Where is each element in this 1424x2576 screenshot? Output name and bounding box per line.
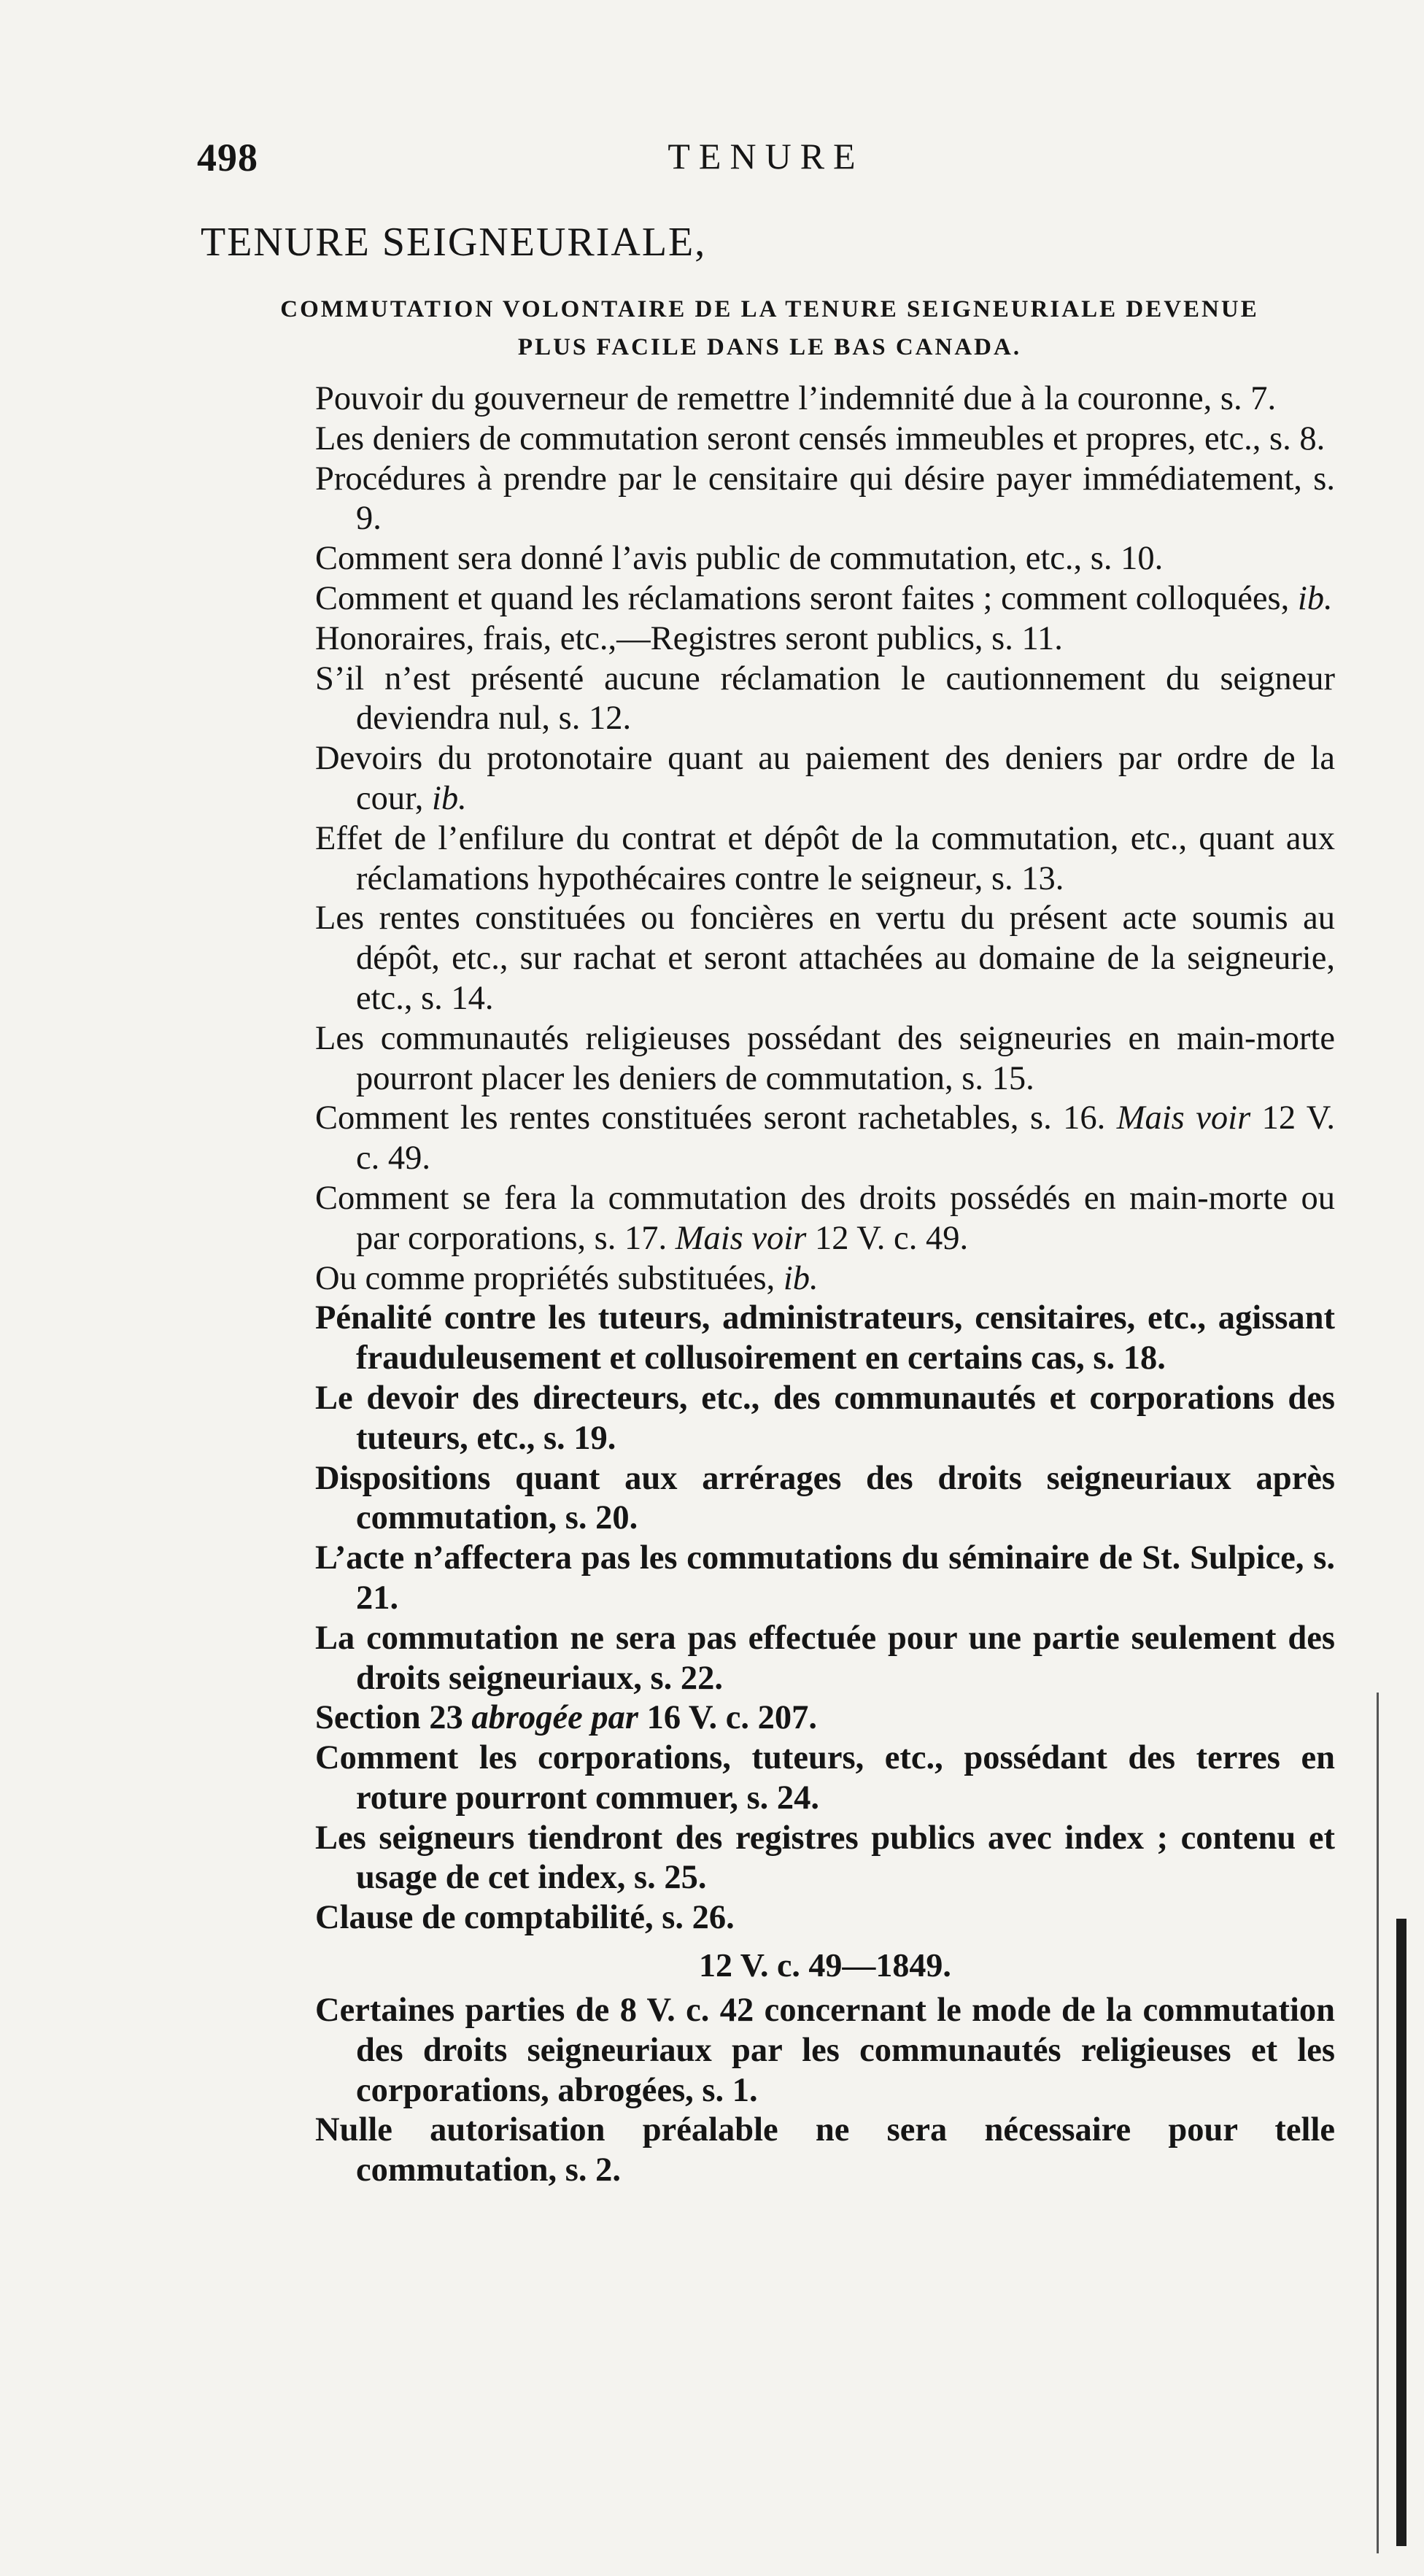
index-entry — [315, 1738, 1335, 1819]
entry-reference: 12 V. c. 49. — [356, 1099, 1336, 1177]
entry-list-main — [315, 379, 1335, 1938]
entry-text: Clause de comptabilité, s. 26. — [315, 1899, 735, 1937]
index-entry — [315, 419, 1335, 460]
entry-text: Pénalité contre les tuteurs, administrateurs, censitaires, etc., agissant frauduleusement et collusoirement en certains cas, s. 18. — [315, 1299, 1335, 1377]
index-entry — [315, 1259, 1335, 1299]
entry-text: Les rentes constituées ou foncières en vertu du présent acte soumis au dépôt, etc., sur rachat et seront attachées au domaine de la seigneurie, etc., s. 14. — [315, 900, 1335, 1017]
entry-text: Comment et quand les réclamations seront faites ; comment colloquées, — [315, 579, 1290, 617]
index-entry — [315, 660, 1335, 740]
index-entry — [315, 1459, 1335, 1539]
entry-italic-text: ib. — [783, 1259, 819, 1297]
margin-line — [1377, 1693, 1379, 2553]
entry-text: Comment se fera la commutation des droits possédés en main-morte ou par corporations, s. 17. — [315, 1179, 1335, 1257]
entry-reference: 16 V. c. 207. — [646, 1699, 818, 1737]
entry-text: Nulle autorisation préalable ne sera nécessaire pour telle commutation, s. 2. — [315, 2111, 1335, 2189]
subtitle-line-1: COMMUTATION VOLONTAIRE DE LA TENURE SEIGNEURIALE DEVENUE — [280, 296, 1259, 322]
index-entry — [315, 1019, 1335, 1099]
index-entry — [315, 899, 1335, 1018]
entry-italic-text: ib. — [1297, 579, 1333, 617]
index-entry — [315, 1099, 1335, 1179]
entry-text: Ou comme propriétés substituées, — [315, 1259, 775, 1297]
entry-text: Les communautés religieuses possédant des seigneuries en main-morte pourront placer les deniers de commutation, s. 15. — [315, 1019, 1335, 1097]
entry-reference: 12 V. c. 49. — [814, 1219, 969, 1257]
section-title: TENURE SEIGNEURIALE, — [201, 220, 707, 265]
entry-italic-text: Mais voir — [1116, 1099, 1251, 1137]
index-entry — [315, 1179, 1335, 1259]
entry-list-act — [315, 1991, 1335, 2191]
index-entry — [315, 539, 1335, 579]
entry-text: S’il n’est présenté aucune réclamation le cautionnement du seigneur deviendra nul, s. 12. — [315, 660, 1335, 738]
index-entry — [315, 379, 1335, 419]
act-heading: 12 V. c. 49—1849. — [699, 1946, 951, 1984]
index-entry — [315, 1698, 1335, 1738]
index-entry — [315, 1991, 1335, 2111]
entry-text: Comment les corporations, tuteurs, etc., possédant des terres en roture pourront commuer, s. 24. — [315, 1739, 1335, 1817]
index-entry — [315, 1379, 1335, 1459]
running-title: TENURE — [668, 136, 864, 177]
entry-text: Les deniers de commutation seront censés immeubles et propres, etc., s. 8. — [315, 419, 1326, 457]
entry-italic-text: ib. — [432, 779, 467, 817]
entry-text: Section 23 — [315, 1699, 463, 1737]
index-entry — [315, 739, 1335, 819]
entry-text: Comment sera donné l’avis public de commutation, etc., s. 10. — [315, 540, 1164, 578]
index-entry — [315, 1819, 1335, 1899]
index-entry — [315, 579, 1335, 619]
section-subtitle — [201, 290, 1339, 366]
entry-text: Certaines parties de 8 V. c. 42 concernant le mode de la commutation des droits seigneuriaux par les communautés religieuses et les corporations, abrogées, s. 1. — [315, 1992, 1335, 2109]
entry-text: Honoraires, frais, etc.,—Registres seront publics, s. 11. — [315, 619, 1063, 657]
entry-italic-text: abrogée par — [471, 1699, 639, 1737]
index-entry — [315, 1898, 1335, 1938]
entry-text: Les seigneurs tiendront des registres publics avec index ; contenu et usage de cet index, s. 25. — [315, 1819, 1335, 1897]
index-entries — [315, 379, 1335, 2191]
subtitle-line-2: PLUS FACILE DANS LE BAS CANADA. — [517, 334, 1022, 360]
entry-text: Devoirs du protonotaire quant au paiement des deniers par ordre de la cour, — [315, 740, 1335, 817]
entry-text: Comment les rentes constituées seront rachetables, s. 16. — [315, 1099, 1106, 1137]
page-number: 498 — [197, 136, 258, 179]
entry-text: Effet de l’enfilure du contrat et dépôt de la commutation, etc., quant aux réclamations hypothécaires contre le seigneur, s. 13. — [315, 819, 1335, 897]
entry-text: Dispositions quant aux arrérages des droits seigneuriaux après commutation, s. 20. — [315, 1459, 1335, 1537]
index-entry — [315, 1299, 1335, 1379]
entry-text: Pouvoir du gouverneur de remettre l’indemnité due à la couronne, s. 7. — [315, 380, 1277, 417]
entry-text: Le devoir des directeurs, etc., des communautés et corporations des tuteurs, etc., s. 19. — [315, 1379, 1335, 1457]
entry-text: Procédures à prendre par le censitaire qui désire payer immédiatement, s. 9. — [315, 460, 1335, 538]
index-entry — [315, 619, 1335, 660]
index-entry — [315, 460, 1335, 540]
index-entry — [315, 2111, 1335, 2191]
index-entry — [315, 1539, 1335, 1619]
entry-text: L’acte n’affectera pas les commutations du séminaire de St. Sulpice, s. 21. — [315, 1539, 1335, 1617]
binding-edge-mark — [1396, 1919, 1406, 2546]
index-entry — [315, 1619, 1335, 1699]
index-entry — [315, 819, 1335, 900]
entry-italic-text: Mais voir — [675, 1219, 807, 1257]
page-header — [197, 135, 1335, 186]
entry-text: La commutation ne sera pas effectuée pour une partie seulement des droits seigneuriaux, s. 22. — [315, 1619, 1335, 1697]
